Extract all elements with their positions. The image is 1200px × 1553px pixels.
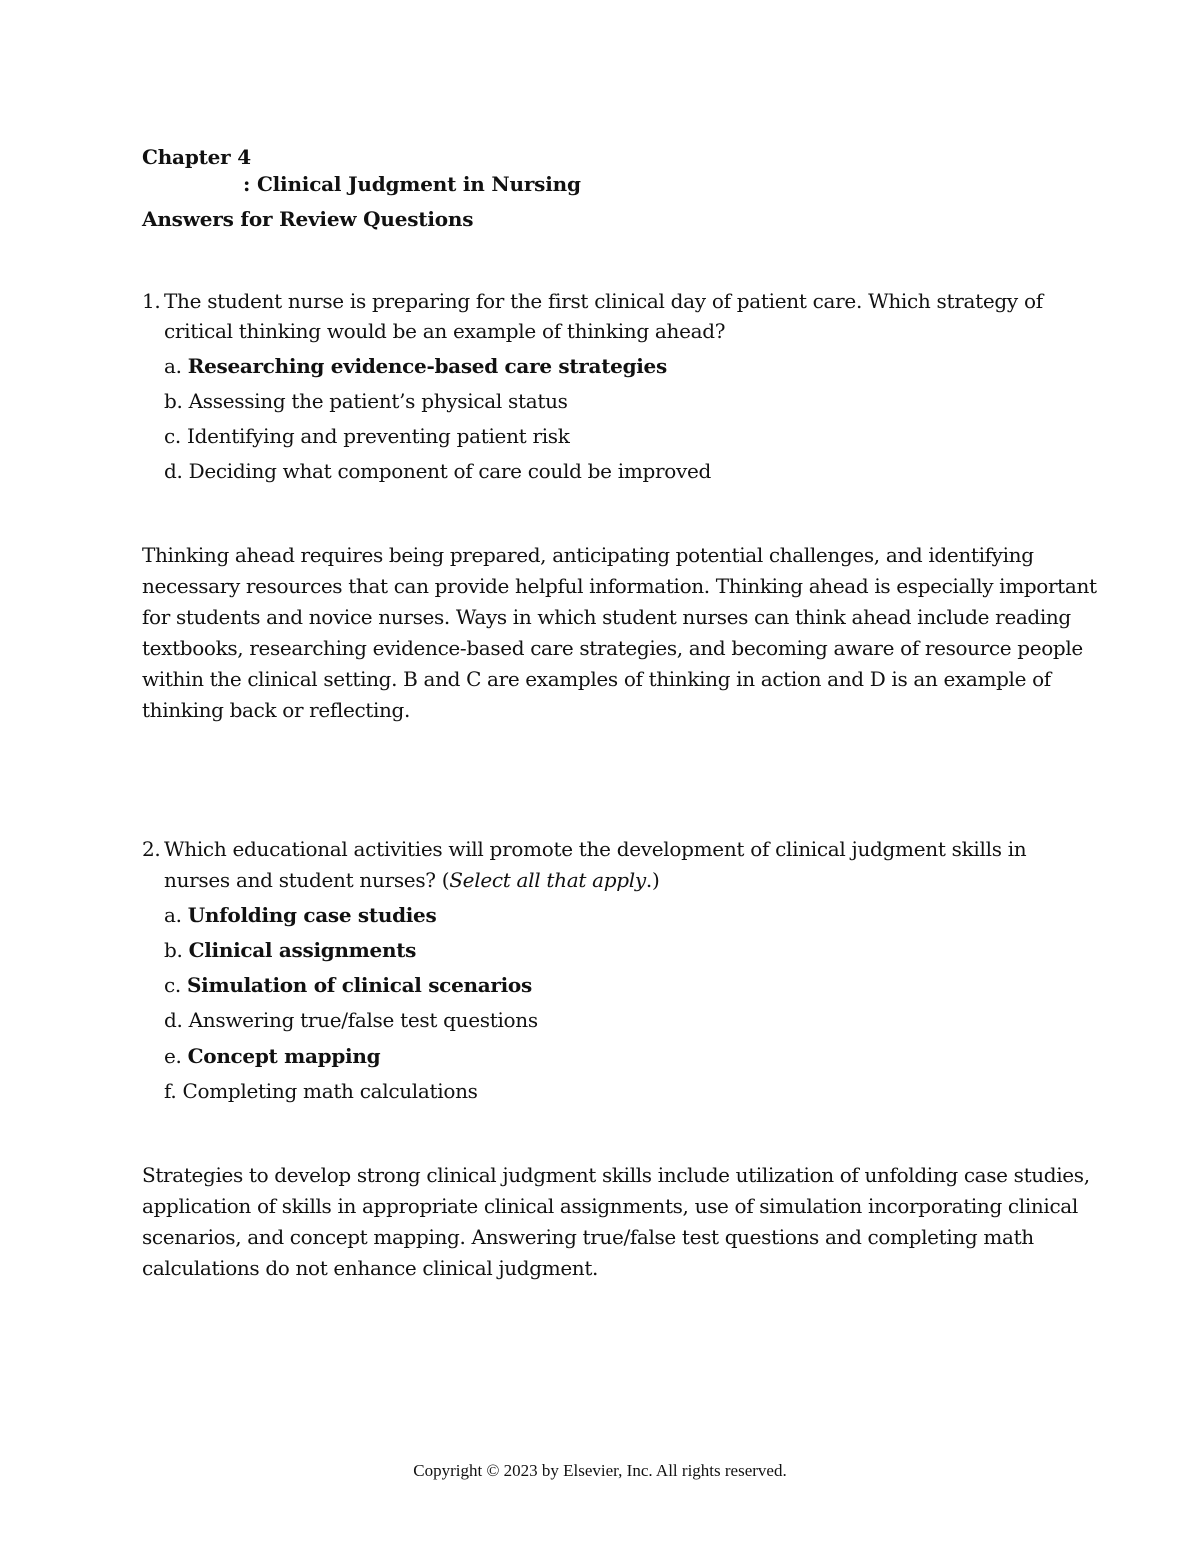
rationale-line: Strategies to develop strong clinical judgment skills include utilization of unfolding case studies, <box>142 1163 1090 1187</box>
rationale-line: within the clinical setting. B and C are examples of thinking in action and D is an example of <box>142 667 1051 691</box>
rationale-line: scenarios, and concept mapping. Answering true/false test questions and completing math <box>142 1225 1034 1249</box>
copyright-footer: Copyright © 2023 by Elsevier, Inc. All rights reserved. <box>413 1461 787 1480</box>
question-2-option-a <box>164 903 436 927</box>
option-letter: a. <box>164 903 182 927</box>
question-2-option-b <box>164 938 416 962</box>
question-1-option-b <box>164 389 568 413</box>
option-letter: c. <box>164 973 181 997</box>
stem-end: .) <box>645 868 660 892</box>
question-2-option-e <box>164 1044 380 1068</box>
rationale-line: application of skills in appropriate clinical assignments, use of simulation incorporating clinical <box>142 1194 1078 1218</box>
option-text-correct: Unfolding case studies <box>187 903 437 927</box>
option-text: Answering true/false test questions <box>188 1008 538 1032</box>
option-letter: d. <box>164 1008 183 1032</box>
question-2-stem-line-2 <box>164 865 659 896</box>
rationale-line: textbooks, researching evidence-based care strategies, and becoming aware of resource people <box>142 636 1083 660</box>
option-text-correct: Clinical assignments <box>188 938 417 962</box>
option-letter: f. <box>164 1079 177 1103</box>
question-1-number: 1. <box>142 289 161 313</box>
question-1-stem-line-1: The student nurse is preparing for the first clinical day of patient care. Which strategy of <box>164 289 1043 313</box>
question-1-option-c <box>164 424 570 448</box>
question-1-rationale <box>142 540 1097 726</box>
chapter-number: Chapter 4 <box>142 145 251 169</box>
option-text: Completing math calculations <box>182 1079 478 1103</box>
question-2-number: 2. <box>142 837 161 861</box>
option-letter: c. <box>164 424 181 448</box>
option-letter: e. <box>164 1044 182 1068</box>
option-letter: d. <box>164 459 183 483</box>
select-all-instruction: Select all that apply <box>449 868 646 892</box>
stem-text: nurses and student nurses? ( <box>164 868 450 892</box>
option-text-correct: Simulation of clinical scenarios <box>187 973 532 997</box>
question-2-option-c <box>164 973 532 997</box>
question-1-stem-line-2: critical thinking would be an example of thinking ahead? <box>164 319 726 343</box>
option-text: Identifying and preventing patient risk <box>187 424 570 448</box>
rationale-line: calculations do not enhance clinical judgment. <box>142 1256 599 1280</box>
option-text: Assessing the patient’s physical status <box>188 389 568 413</box>
chapter-title: : Clinical Judgment in Nursing <box>243 172 581 196</box>
section-heading: Answers for Review Questions <box>142 207 474 231</box>
question-2-stem-line-1: Which educational activities will promote the development of clinical judgment skills in <box>164 837 1027 861</box>
option-text: Deciding what component of care could be improved <box>188 459 712 483</box>
rationale-line: for students and novice nurses. Ways in which student nurses can think ahead include reading <box>142 605 1071 629</box>
option-letter: b. <box>164 938 183 962</box>
option-letter: a. <box>164 354 182 378</box>
rationale-line: thinking back or reflecting. <box>142 698 411 722</box>
question-2-option-f <box>164 1079 478 1103</box>
question-1-option-d <box>164 459 711 483</box>
rationale-line: Thinking ahead requires being prepared, anticipating potential challenges, and identifying <box>142 543 1034 567</box>
question-2-rationale <box>142 1160 1090 1284</box>
option-letter: b. <box>164 389 183 413</box>
question-2-option-d <box>164 1008 538 1032</box>
rationale-line: necessary resources that can provide helpful information. Thinking ahead is especially important <box>142 574 1097 598</box>
question-1-option-a <box>164 354 667 378</box>
option-text-correct: Concept mapping <box>187 1044 381 1068</box>
option-text-correct: Researching evidence-based care strategies <box>187 354 667 378</box>
